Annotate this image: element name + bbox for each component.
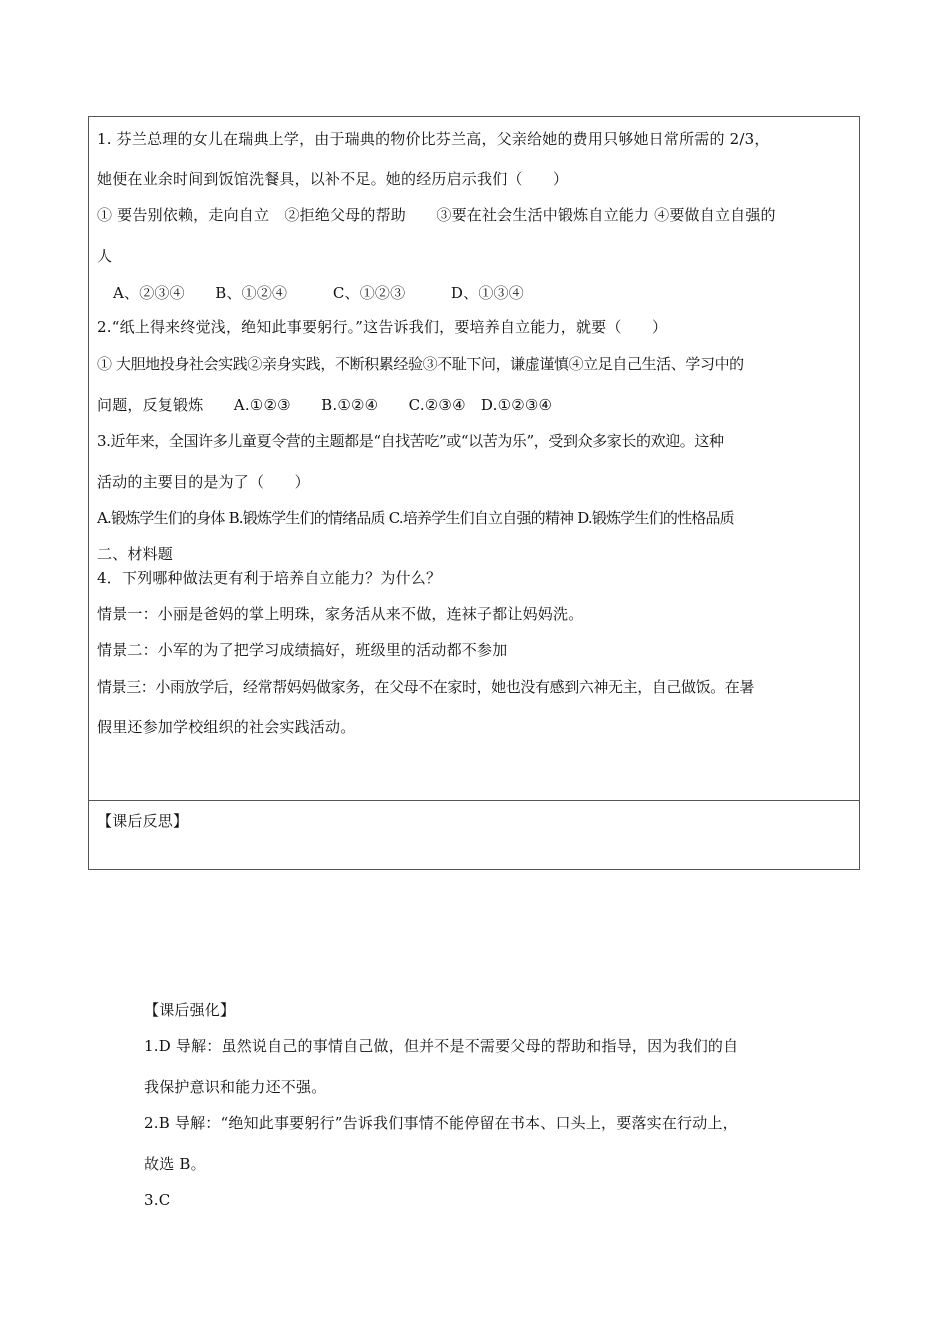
answer-2-line1: 2.B 导解：“绝知此事要躬行”告诉我们事情不能停留在书本、口头上，要落实在行动上， (144, 1114, 738, 1132)
answer-3: 3.C (144, 1191, 171, 1209)
reflection-cell (89, 801, 859, 869)
q1-line4: 人 (97, 247, 113, 265)
q2-line2: ① 大胆地投身社会实践②亲身实践，不断积累经验③不耻下问，谦虚谨慎④立足自己生活、学习中的 (97, 355, 744, 373)
q4-scene1: 情景一：小丽是爸妈的掌上明珠，家务活从来不做，连袜子都让妈妈洗。 (97, 605, 584, 623)
q3-line2: 活动的主要目的是为了（ ） (97, 473, 310, 491)
q4-scene2: 情景二：小军的为了把学习成绩搞好，班级里的活动都不参加 (97, 641, 508, 659)
worksheet-table (88, 116, 860, 870)
answer-2-line2: 故选 B。 (144, 1155, 206, 1173)
q4-line1: 4．下列哪种做法更有利于培养自立能力？为什么？ (97, 569, 442, 587)
q1-line2: 她便在业余时间到饭馆洗餐具，以补不足。她的经历启示我们（ ） (97, 170, 569, 188)
answer-1-line2: 我保护意识和能力还不强。 (144, 1078, 327, 1096)
q3-line1: 3.近年来，全国许多儿童夏令营的主题都是“自找苦吃”或“以苦为乐”，受到众多家长的欢迎。这种 (97, 432, 724, 450)
q1-line1: 1. 芬兰总理的女儿在瑞典上学，由于瑞典的物价比芬兰高，父亲给她的费用只够她日常所需的 2/3， (97, 130, 770, 148)
q4-scene3-line1: 情景三：小雨放学后，经常帮妈妈做家务，在父母不在家时，她也没有感到六神无主，自己做饭。在暑 (97, 678, 755, 696)
q2-line3: 问题，反复锻炼 A.①②③ B.①②④ C.②③④ D.①②③④ (97, 396, 553, 414)
answers-heading: 【课后强化】 (144, 1001, 236, 1019)
q2-line1: 2.“纸上得来终觉浅，绝知此事要躬行。”这告诉我们，要培养自立能力，就要（ ） (97, 318, 668, 336)
q1-line3: ① 要告别依赖，走向自立 ②拒绝父母的帮助 ③要在社会生活中锻炼自立能力 ④要做自立自强的 (97, 206, 776, 224)
q3-line3: A.锻炼学生们的身体 B.锻炼学生们的情绪品质 C.培养学生们自立自强的精神 D.锻炼学生们的性格品质 (97, 509, 734, 527)
q1-options: A、②③④ B、①②④ C、①②③ D、①③④ (113, 284, 524, 302)
answer-1-line1: 1.D 导解：虽然说自己的事情自己做，但并不是不需要父母的帮助和指导，因为我们的自 (144, 1037, 739, 1055)
q4-scene3-line2: 假里还参加学校组织的社会实践活动。 (97, 718, 356, 736)
exercise-cell (89, 117, 859, 801)
material-heading: 二、材料题 (97, 545, 174, 563)
reflection-heading: 【课后反思】 (97, 812, 189, 830)
